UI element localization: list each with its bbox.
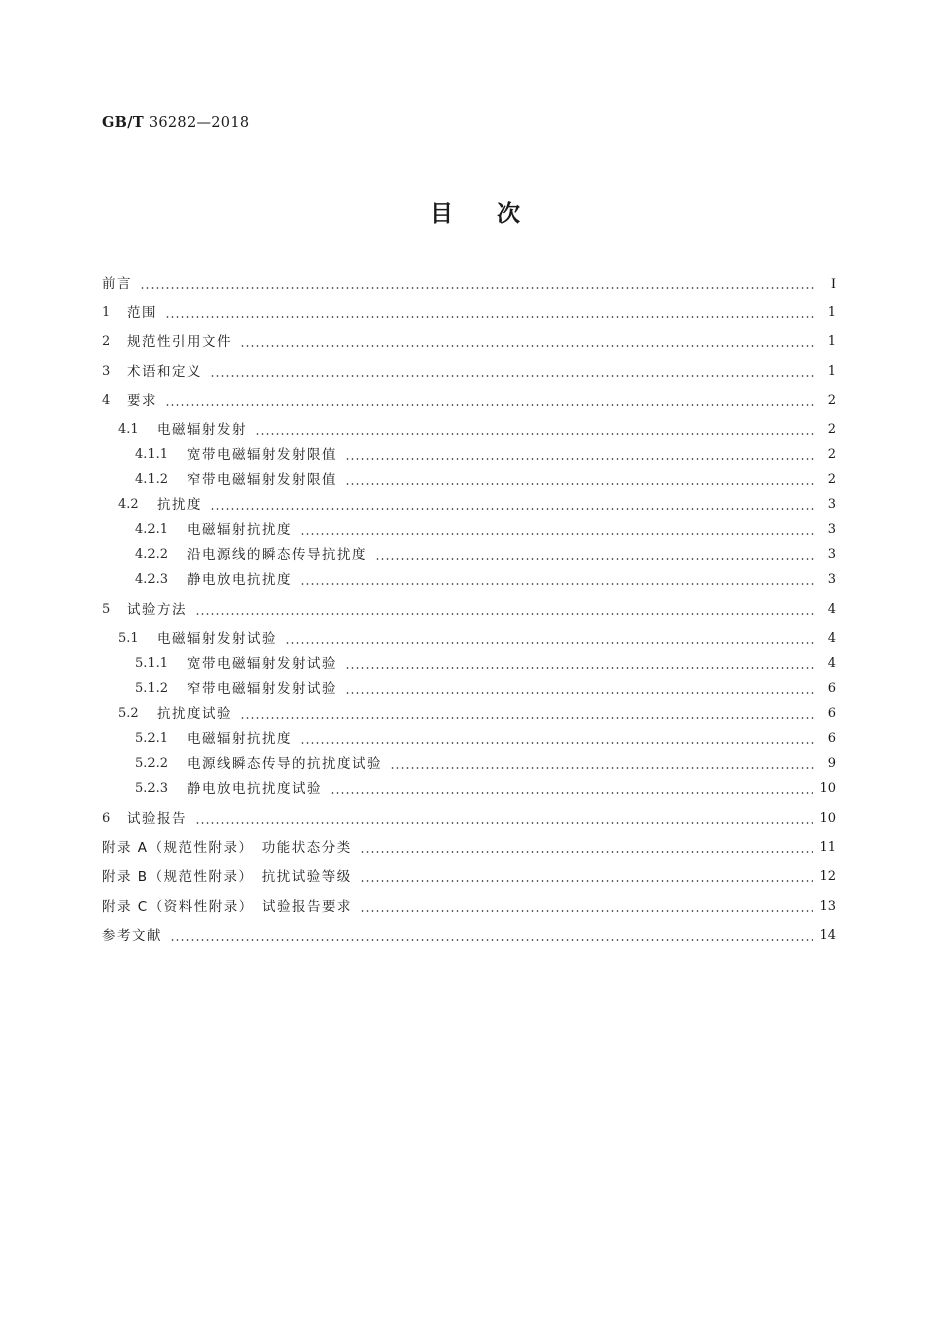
toc-entry-number: 4: [102, 393, 111, 408]
toc-entry-label: 静电放电抗扰度: [187, 572, 292, 588]
toc-entry-page: I: [831, 276, 836, 292]
toc-entry-label: 抗扰度试验: [157, 706, 232, 722]
toc-entry-label: 窄带电磁辐射发射限值: [187, 472, 337, 488]
toc-entry[interactable]: [102, 895, 836, 919]
toc-entry-label: 电磁辐射发射: [157, 422, 247, 438]
toc-leader-dots: [210, 360, 816, 384]
toc-leader-dots: [390, 752, 816, 776]
toc-entry-label: 试验方法: [127, 602, 187, 618]
toc-entry[interactable]: [102, 518, 836, 542]
toc-entry[interactable]: [102, 301, 836, 325]
toc-entry-page: 10: [819, 781, 836, 796]
toc-entry-page: 13: [819, 899, 836, 914]
toc-entry-number: 2: [102, 334, 111, 349]
toc-entry-number: 4.2: [118, 497, 139, 512]
toc-entry[interactable]: [102, 652, 836, 676]
toc-entry-page: 10: [819, 811, 836, 826]
toc-entry-label: 沿电源线的瞬态传导抗扰度: [187, 547, 367, 563]
toc-entry-number: 4.2.1: [135, 522, 169, 537]
toc-entry[interactable]: [102, 272, 836, 296]
toc-entry-page: 3: [827, 522, 836, 537]
toc-entry-page: 6: [827, 706, 836, 721]
toc-entry-page: 4: [827, 656, 836, 671]
toc-entry[interactable]: [102, 924, 836, 948]
toc-entry[interactable]: [102, 836, 836, 860]
toc-entry-number: 4.1.1: [135, 447, 169, 462]
toc-entry[interactable]: [102, 360, 836, 384]
toc-entry-page: 1: [827, 305, 836, 320]
toc-entry-number: 5.2.2: [135, 756, 169, 771]
toc-entry[interactable]: [102, 468, 836, 492]
toc-entry-page: 2: [827, 422, 836, 437]
toc-entry-number: 5.1.1: [135, 656, 169, 671]
toc-entry-label: 静电放电抗扰度试验: [187, 781, 322, 797]
toc-entry-page: 4: [827, 602, 836, 617]
toc-leader-dots: [255, 418, 816, 442]
toc-entry-label: 电源线瞬态传导的抗扰度试验: [187, 756, 382, 772]
toc-entry[interactable]: [102, 807, 836, 831]
standard-code: [102, 114, 249, 131]
toc-leader-dots: [375, 543, 816, 567]
toc-leader-dots: [330, 777, 813, 801]
toc-leader-dots: [345, 443, 816, 467]
toc-entry[interactable]: [102, 598, 836, 622]
toc-leader-dots: [300, 518, 816, 542]
toc-entry-number: 5.1.2: [135, 681, 169, 696]
toc-entry-page: 6: [827, 731, 836, 746]
toc-entry-page: 11: [819, 840, 836, 855]
toc-leader-dots: [285, 627, 816, 651]
toc-leader-dots: [360, 895, 813, 919]
toc-entry[interactable]: [102, 493, 836, 517]
toc-entry-label: 附录 C（资料性附录） 试验报告要求: [102, 899, 352, 915]
toc-entry-page: 4: [827, 631, 836, 646]
toc-leader-dots: [360, 836, 814, 860]
toc-entry-page: 3: [827, 497, 836, 512]
toc-entry-number: 5.2: [118, 706, 139, 721]
toc-entry-number: 5: [102, 602, 111, 617]
toc-entry[interactable]: [102, 865, 836, 889]
toc-entry[interactable]: [102, 777, 836, 801]
toc-entry[interactable]: [102, 752, 836, 776]
toc-entry-number: 4.1.2: [135, 472, 169, 487]
toc-entry-number: 6: [102, 811, 111, 826]
toc-entry-page: 14: [819, 928, 836, 943]
toc-leader-dots: [345, 677, 816, 701]
toc-entry-label: 要求: [127, 393, 157, 409]
page-title: 目次: [430, 201, 564, 227]
toc-entry-page: 3: [827, 547, 836, 562]
toc-leader-dots: [140, 272, 816, 296]
toc-leader-dots: [165, 389, 816, 413]
toc-leader-dots: [195, 807, 813, 831]
toc-entry[interactable]: [102, 568, 836, 592]
toc-entry[interactable]: [102, 677, 836, 701]
toc-entry-label: 电磁辐射抗扰度: [187, 731, 292, 747]
toc-entry-number: 1: [102, 305, 111, 320]
toc-entry-page: 12: [819, 869, 836, 884]
toc-entry-page: 1: [827, 334, 836, 349]
toc-leader-dots: [300, 727, 816, 751]
toc-entry-label: 范围: [127, 305, 157, 321]
toc-entry-label: 试验报告: [127, 811, 187, 827]
toc-entry-label: 电磁辐射发射试验: [157, 631, 277, 647]
toc-entry-label: 前言: [102, 276, 132, 292]
toc-entry[interactable]: [102, 330, 836, 354]
toc-entry-label: 宽带电磁辐射发射试验: [187, 656, 337, 672]
toc-entry[interactable]: [102, 702, 836, 726]
toc-entry-label: 规范性引用文件: [127, 334, 232, 350]
toc-entry-label: 电磁辐射抗扰度: [187, 522, 292, 538]
toc-entry[interactable]: [102, 543, 836, 567]
toc-entry-page: 2: [827, 447, 836, 462]
toc-entry[interactable]: [102, 727, 836, 751]
toc-entry[interactable]: [102, 389, 836, 413]
toc-entry-page: 3: [827, 572, 836, 587]
standard-prefix: GB/T: [102, 114, 144, 131]
standard-number: 36282—2018: [148, 115, 250, 131]
toc-leader-dots: [300, 568, 816, 592]
toc-entry-label: 宽带电磁辐射发射限值: [187, 447, 337, 463]
toc-entry-page: 9: [827, 756, 836, 771]
toc-leader-dots: [170, 924, 813, 948]
toc-entry-page: 1: [827, 364, 836, 379]
toc-entry-label: 术语和定义: [127, 364, 202, 380]
toc-entry-number: 5.2.1: [135, 731, 169, 746]
toc-entry-label: 附录 B（规范性附录） 抗扰试验等级: [102, 869, 352, 885]
toc-entry-number: 4.2.2: [135, 547, 169, 562]
toc-entry[interactable]: [102, 418, 836, 442]
toc-entry-number: 3: [102, 364, 111, 379]
toc-leader-dots: [195, 598, 816, 622]
toc-entry-number: 5.1: [118, 631, 139, 646]
toc-entry-label: 抗扰度: [157, 497, 202, 513]
toc-entry-number: 4.1: [118, 422, 139, 437]
toc-entry-label: 参考文献: [102, 928, 162, 944]
toc-leader-dots: [345, 652, 816, 676]
toc-leader-dots: [240, 702, 816, 726]
toc-entry-number: 4.2.3: [135, 572, 169, 587]
toc-entry-page: 2: [827, 393, 836, 408]
toc-leader-dots: [360, 865, 814, 889]
toc-leader-dots: [210, 493, 816, 517]
toc-leader-dots: [165, 301, 816, 325]
toc-entry-label: 窄带电磁辐射发射试验: [187, 681, 337, 697]
toc-entry-label: 附录 A（规范性附录） 功能状态分类: [102, 840, 352, 856]
toc-leader-dots: [240, 330, 816, 354]
toc-entry-page: 2: [827, 472, 836, 487]
toc-entry-number: 5.2.3: [135, 781, 169, 796]
toc-entry[interactable]: [102, 443, 836, 467]
toc-entry-page: 6: [827, 681, 836, 696]
toc-entry[interactable]: [102, 627, 836, 651]
toc-leader-dots: [345, 468, 816, 492]
